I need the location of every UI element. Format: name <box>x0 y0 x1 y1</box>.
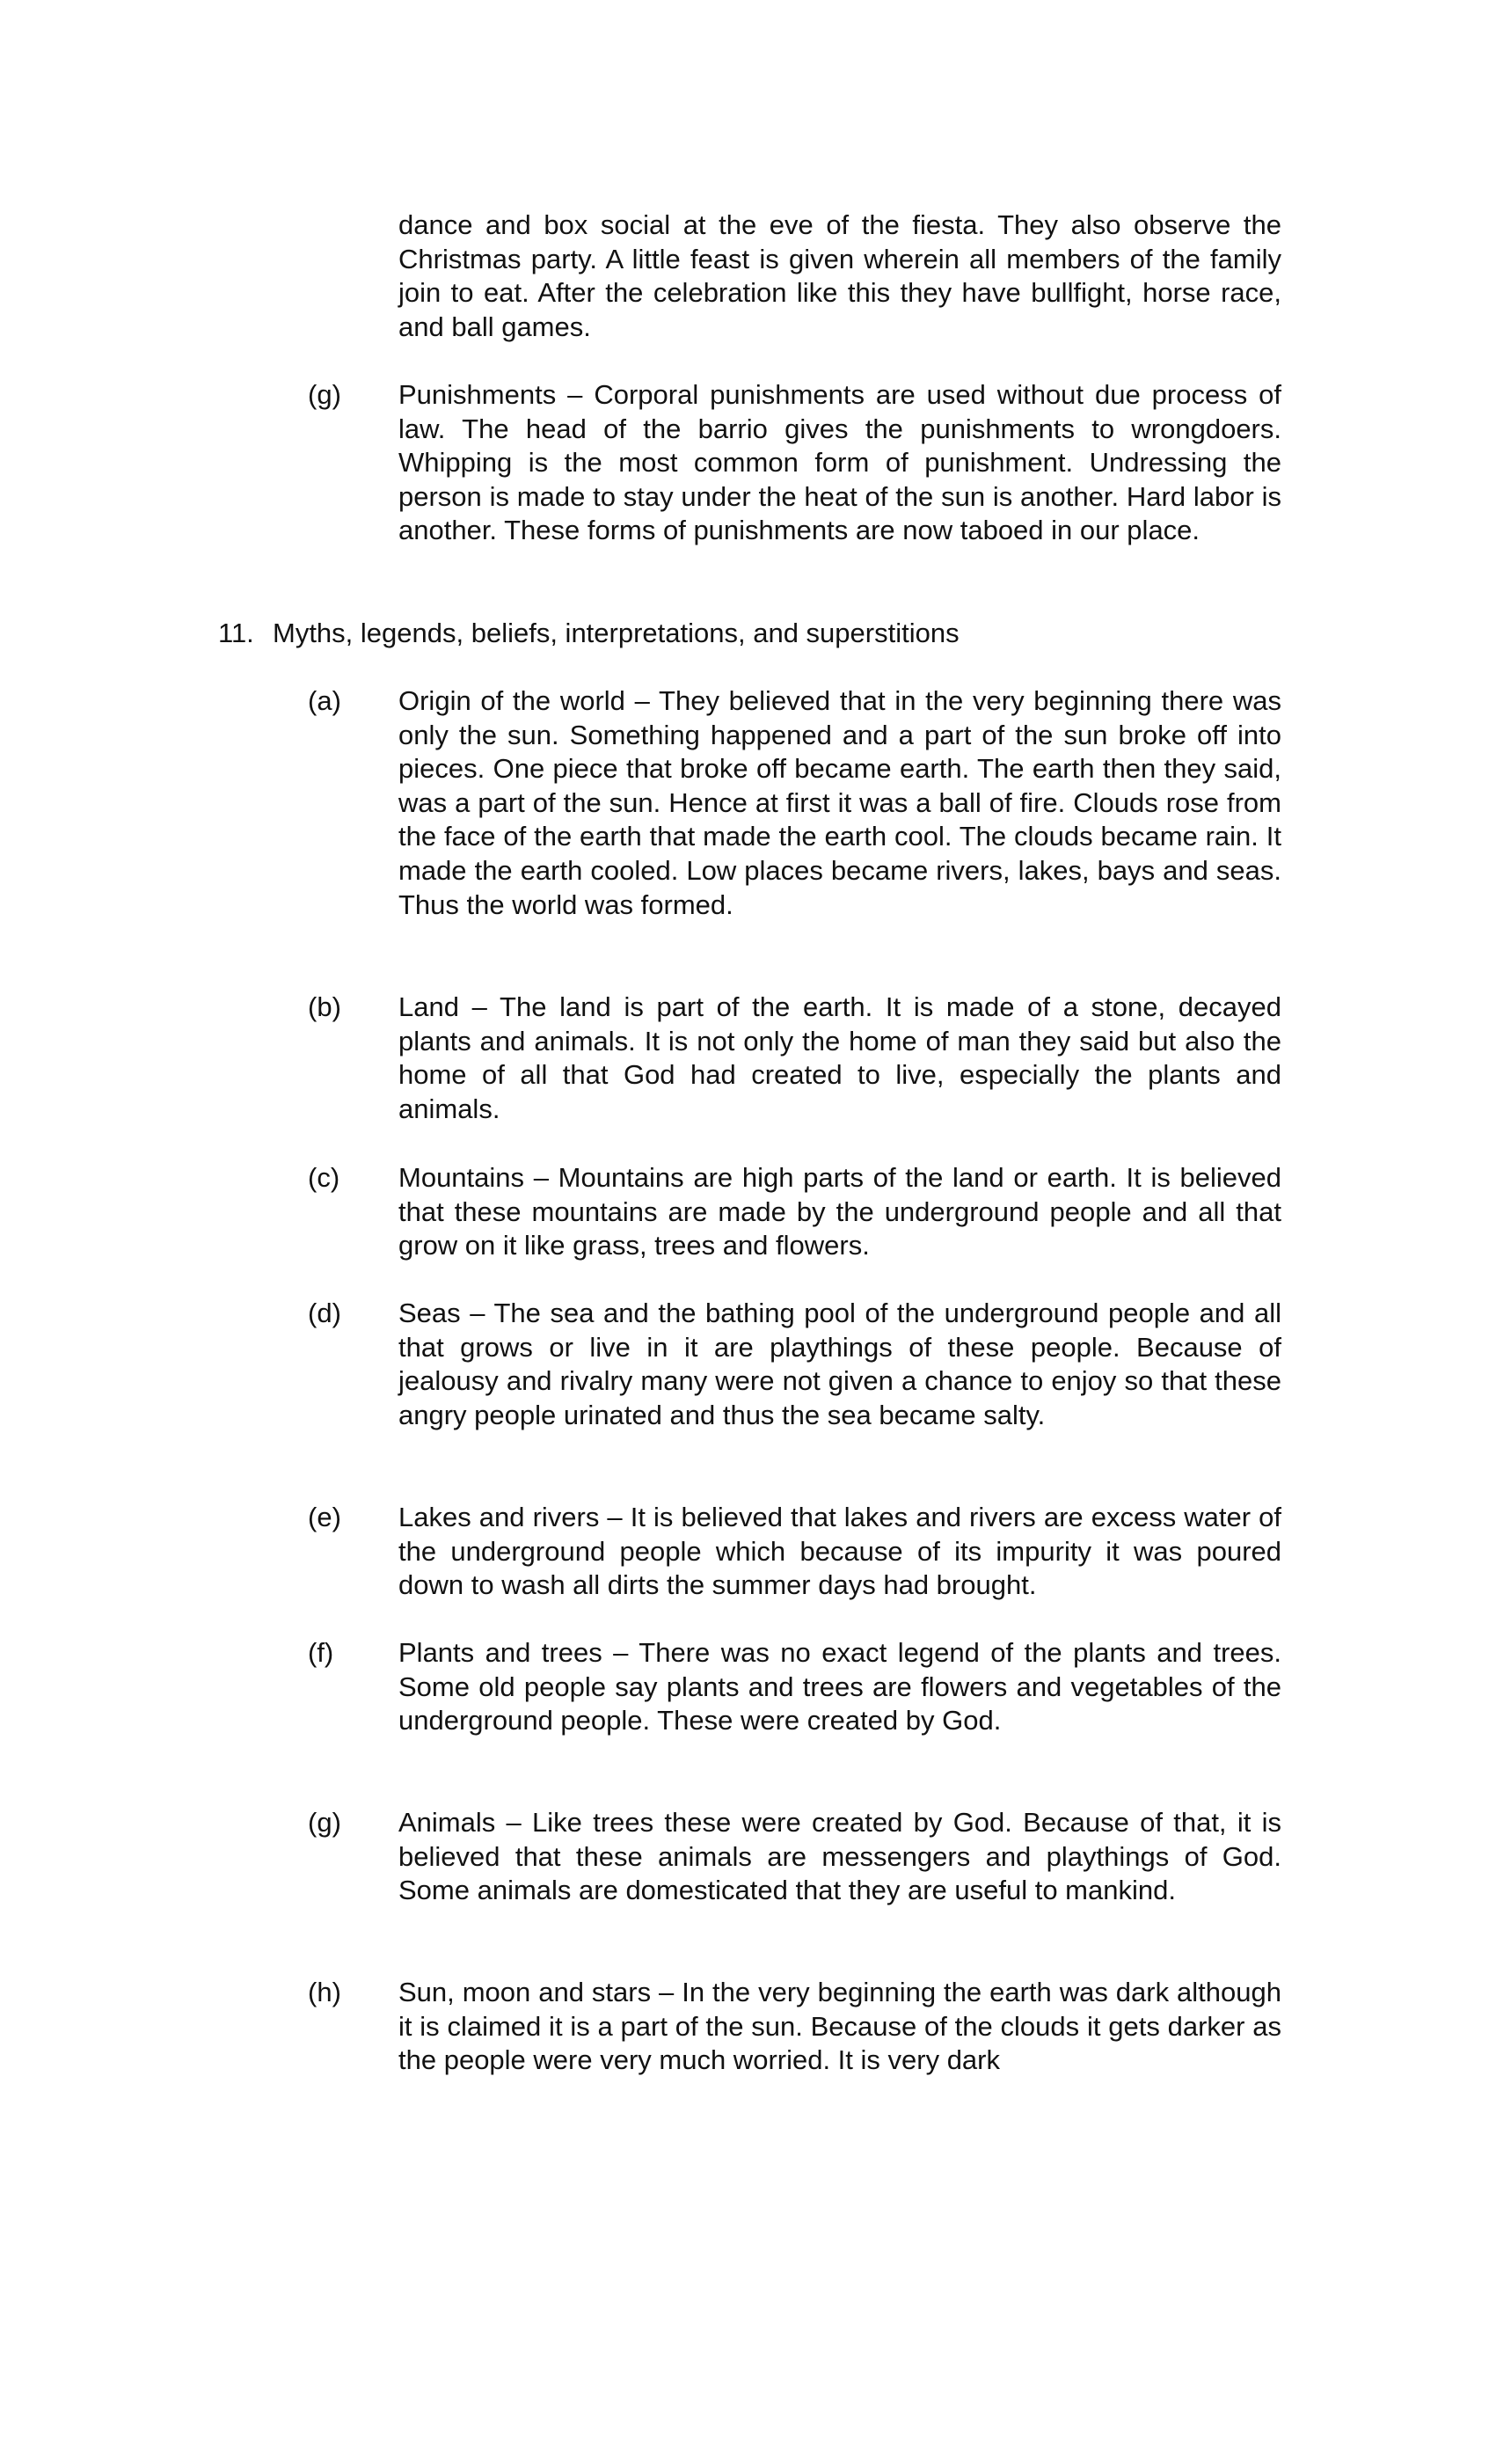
intro-paragraph: dance and box social at the eve of the fiesta. They also observe the Christmas party. A little feast is given wherein all members of the family join to eat. After the celebration like this they have bullfight, horse race, and ball games. <box>398 209 1281 342</box>
sun-moon-stars-paragraph: Sun, moon and stars – In the very beginning the earth was dark although it is claimed it is a part of the sun. Because of the clouds it gets darker as the people were very much worried. It is very dark <box>398 1977 1281 2076</box>
section-heading <box>218 617 960 651</box>
section-title: Myths, legends, beliefs, interpretations, and superstitions <box>273 618 960 648</box>
item-marker-c: (c) <box>308 1162 340 1193</box>
origin-of-world-paragraph: Origin of the world – They believed that in the very beginning there was only the sun. Something happened and a part of the sun broke off into pieces. One piece that broke off became earth. The earth then they said, was a part of the sun. Hence at first it was a ball of fire. Clouds rose from the face of the earth that made the earth cool. The clouds became rain. It made the earth cooled. Low places became rivers, lakes, bays and seas. Thus the world was formed. <box>398 685 1281 920</box>
punishments-paragraph: Punishments – Corporal punishments are used without due process of law. The head of the barrio gives the punishments to wrongdoers. Whipping is the most common form of punishment. Undressing the person is made to stay under the heat of the sun is another. Hard labor is another. These forms of punishments are now taboed in our place. <box>398 379 1281 546</box>
item-marker-g-animals: (g) <box>308 1807 341 1838</box>
item-marker-g-punishments: (g) <box>308 379 341 410</box>
animals-paragraph: Animals – Like trees these were created by God. Because of that, it is believed that these animals are messengers and playthings of God. Some animals are domesticated that they are useful to mankind. <box>398 1807 1281 1906</box>
section-number: 11. <box>218 618 254 648</box>
land-paragraph: Land – The land is part of the earth. It is made of a stone, decayed plants and animals. It is not only the home of man they said but also the home of all that God had created to live, especially the plants and animals. <box>398 991 1281 1124</box>
item-marker-d: (d) <box>308 1298 341 1328</box>
item-marker-h: (h) <box>308 1977 341 2007</box>
seas-paragraph: Seas – The sea and the bathing pool of the underground people and all that grows or live in it are playthings of these people. Because of jealousy and rivalry many were not given a chance to enjoy so that these angry people urinated and thus the sea became salty. <box>398 1298 1281 1430</box>
item-marker-e: (e) <box>308 1502 341 1532</box>
mountains-paragraph: Mountains – Mountains are high parts of the land or earth. It is believed that these mountains are made by the underground people and all that grow on it like grass, trees and flowers. <box>398 1162 1281 1261</box>
item-marker-f: (f) <box>308 1637 334 1668</box>
item-marker-a: (a) <box>308 685 341 716</box>
plants-trees-paragraph: Plants and trees – There was no exact legend of the plants and trees. Some old people say plants and trees are flowers and vegetables of the underground people. These were created by God. <box>398 1637 1281 1736</box>
item-marker-b: (b) <box>308 991 341 1022</box>
lakes-rivers-paragraph: Lakes and rivers – It is believed that lakes and rivers are excess water of the underground people which because of its impurity it was poured down to wash all dirts the summer days had brought. <box>398 1502 1281 1601</box>
